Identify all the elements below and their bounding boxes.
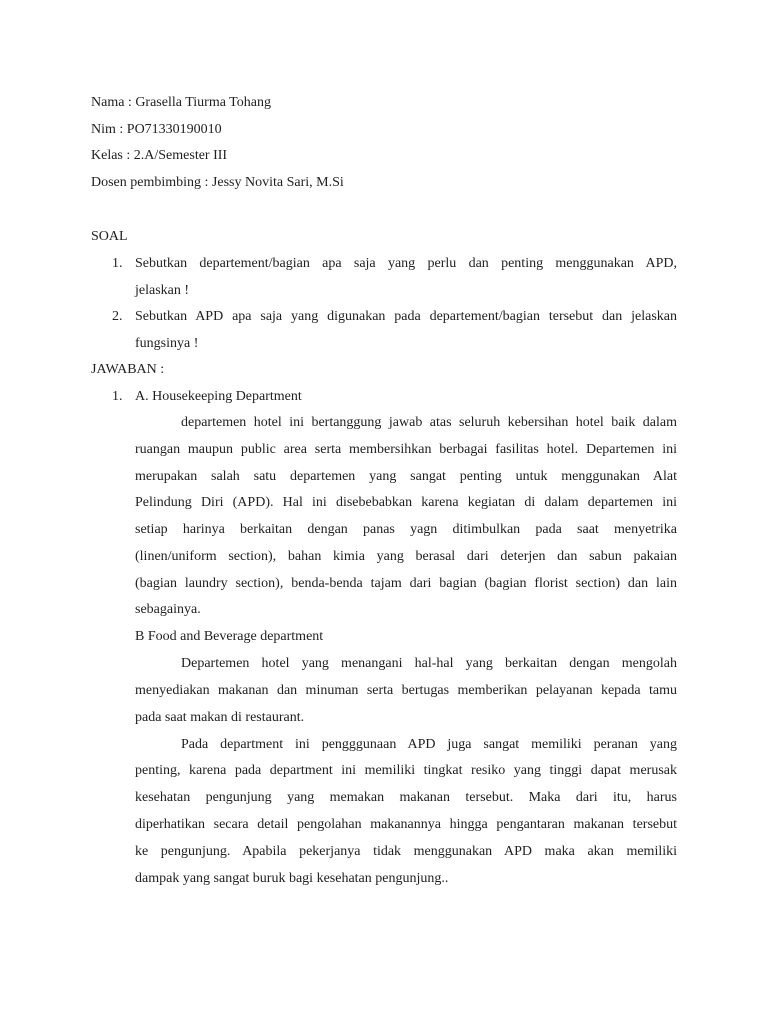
soal-heading: SOAL [91,229,128,244]
student-name: Nama : Grasella Tiurma Tohang [91,95,271,110]
section-a-line: merupakan salah satu departemen yang sangat penting untuk menggunakan Alat [135,469,677,484]
section-b-line: dampak yang sangat buruk bagi kesehatan pengunjung.. [135,871,449,886]
soal-1-line: Sebutkan departement/bagian apa saja yang perlu dan penting menggunakan APD, [135,256,677,271]
jawaban-heading: JAWABAN : [91,362,165,377]
soal-1-number: 1. [112,256,123,271]
section-a-line: setiap harinya berkaitan dengan panas yagn ditimbulkan pada saat menyetrika [135,522,677,537]
section-a-line: sebagainya. [135,602,201,617]
section-b-line: menyediakan makanan dan minuman serta bertugas memberikan pelayanan kepada tamu [135,683,677,698]
section-b-line: penting, karena pada department ini memiliki tingkat resiko yang tinggi dapat merusak [135,763,677,778]
section-a-title: A. Housekeeping Department [135,389,302,404]
section-a-line: departemen hotel ini bertanggung jawab atas seluruh kebersihan hotel baik dalam [181,415,677,430]
section-b-line: Departemen hotel yang menangani hal-hal yang berkaitan dengan mengolah [181,656,677,671]
supervisor: Dosen pembimbing : Jessy Novita Sari, M.Si [91,175,344,190]
section-b-title: B Food and Beverage department [135,629,324,644]
section-a-line: Pelindung Diri (APD). Hal ini disebebabkan karena kegiatan di dalam departemen ini [135,495,677,510]
soal-2-line: Sebutkan APD apa saja yang digunakan pada departement/bagian tersebut dan jelaskan [135,309,677,324]
section-b-line: ke pengunjung. Apabila pekerjanya tidak menggunakan APD maka akan memiliki [135,844,677,859]
section-b-line: Pada department ini pengggunaan APD juga sangat memiliki peranan yang [181,737,677,752]
section-b-line: kesehatan pengunjung yang memakan makanan tersebut. Maka dari itu, harus [135,790,677,805]
student-nim: Nim : PO71330190010 [91,122,222,137]
student-class: Kelas : 2.A/Semester III [91,148,228,163]
jawaban-1-number: 1. [112,389,123,404]
soal-2-number: 2. [112,309,123,324]
section-a-line: (bagian laundry section), benda-benda tajam dari bagian (bagian florist section) dan lain [135,576,677,591]
soal-1-line: jelaskan ! [135,283,190,298]
soal-2-line: fungsinya ! [135,336,199,351]
section-b-line: diperhatikan secara detail pengolahan makanannya hingga pengantaran makanan tersebut [135,817,677,832]
section-a-line: ruangan maupun public area serta membersihkan berbagai fasilitas hotel. Departemen ini [135,442,677,457]
section-a-line: (linen/uniform section), bahan kimia yang berasal dari deterjen dan sabun pakaian [135,549,677,564]
section-b-line: pada saat makan di restaurant. [135,710,305,725]
